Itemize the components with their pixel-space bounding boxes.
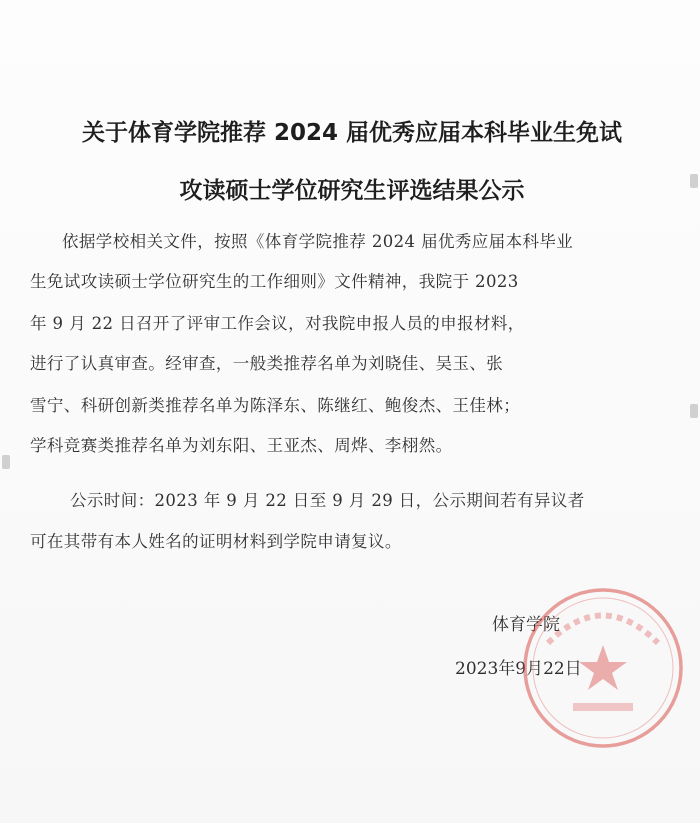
notice-period-line-2: 可在其带有本人姓名的证明材料到学院申请复议。 xyxy=(30,532,402,551)
document-title-line-1: 关于体育学院推荐 2024 届优秀应届本科毕业生免试 xyxy=(81,120,623,146)
scan-edge-mark xyxy=(690,174,698,188)
scan-edge-mark xyxy=(690,404,698,418)
signature-organization: 体育学院 xyxy=(492,615,560,635)
paragraph-line-1: 依据学校相关文件，按照《体育学院推荐 2024 届优秀应届本科毕业 xyxy=(62,232,574,251)
paragraph-line-3: 年 9 月 22 日召开了评审工作会议，对我院申报人员的申报材料， xyxy=(30,314,525,333)
signature-date: 2023年9月22日 xyxy=(455,659,582,679)
document-title-line-2: 攻读硕士学位研究生评选结果公示 xyxy=(179,178,525,204)
paragraph-line-2: 生免试攻读硕士学位研究生的工作细则》文件精神，我院于 2023 xyxy=(30,272,519,291)
paragraph-line-6: 学科竞赛类推荐名单为刘东阳、王亚杰、周烨、李栩然。 xyxy=(30,436,453,455)
paragraph-line-5: 雪宁、科研创新类推荐名单为陈泽东、陈继红、鲍俊杰、王佳林； xyxy=(30,396,521,415)
official-seal-stamp xyxy=(518,583,688,753)
scan-edge-mark xyxy=(2,455,10,469)
notice-period-line-1: 公示时间：2023 年 9 月 22 日至 9 月 29 日，公示期间若有异议者 xyxy=(70,491,585,510)
paragraph-line-4: 进行了认真审查。经审查，一般类推荐名单为刘晓佳、吴玉、张 xyxy=(30,354,504,373)
